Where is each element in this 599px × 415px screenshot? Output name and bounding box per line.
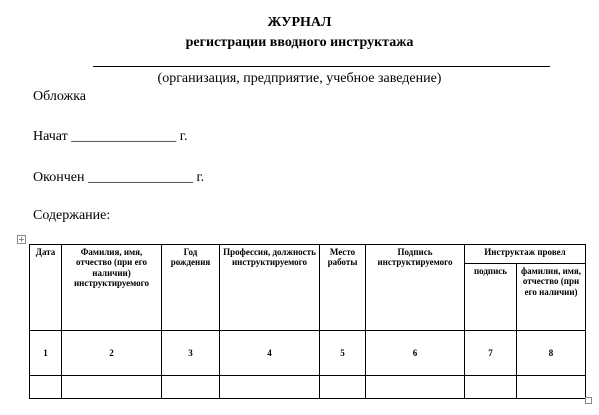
table-cell[interactable] [517, 376, 586, 399]
column-number-row [30, 331, 586, 376]
column-number: 3 [162, 331, 220, 376]
header-workplace: Место работы [320, 245, 366, 331]
table-cell[interactable] [320, 376, 366, 399]
column-number: 7 [465, 331, 517, 376]
end-date-line: Окончен _______________ г. [33, 170, 205, 185]
header-instructed-by: Инструктаж провел [465, 245, 586, 264]
registration-table [29, 244, 586, 399]
table-cell[interactable] [162, 376, 220, 399]
table-cell[interactable] [465, 376, 517, 399]
header-instructor-name: фамилия, имя, отчество (при его наличии) [517, 264, 586, 331]
column-number: 4 [220, 331, 320, 376]
column-number: 2 [62, 331, 162, 376]
column-number: 6 [366, 331, 465, 376]
table-cell[interactable] [366, 376, 465, 399]
start-date-line: Начат _______________ г. [33, 129, 188, 144]
table-cell[interactable] [30, 376, 62, 399]
journal-title: ЖУРНАЛ [267, 15, 332, 30]
header-name: Фамилия, имя, отчество (при его наличии) инструктируемого [62, 245, 162, 331]
table-cell[interactable] [220, 376, 320, 399]
table-row [30, 376, 586, 399]
column-number: 1 [30, 331, 62, 376]
table-cell[interactable] [62, 376, 162, 399]
organization-caption: (организация, предприятие, учебное заведение) [157, 71, 442, 86]
contents-label: Содержание: [33, 208, 111, 223]
journal-subtitle: регистрации вводного инструктажа [185, 35, 414, 50]
column-number: 5 [320, 331, 366, 376]
cover-label: Обложка [33, 89, 86, 104]
column-number: 8 [517, 331, 586, 376]
organization-underline [93, 66, 550, 67]
header-signature: Подпись инструктируемого [366, 245, 465, 331]
table-resize-handle-icon[interactable] [585, 397, 592, 404]
header-birth-year: Год рождения [162, 245, 220, 331]
table-move-handle-icon[interactable] [17, 235, 26, 244]
header-instructor-signature: подпись [465, 264, 517, 331]
header-date: Дата [30, 245, 62, 331]
header-profession: Профессия, должность инструктируемого [220, 245, 320, 331]
